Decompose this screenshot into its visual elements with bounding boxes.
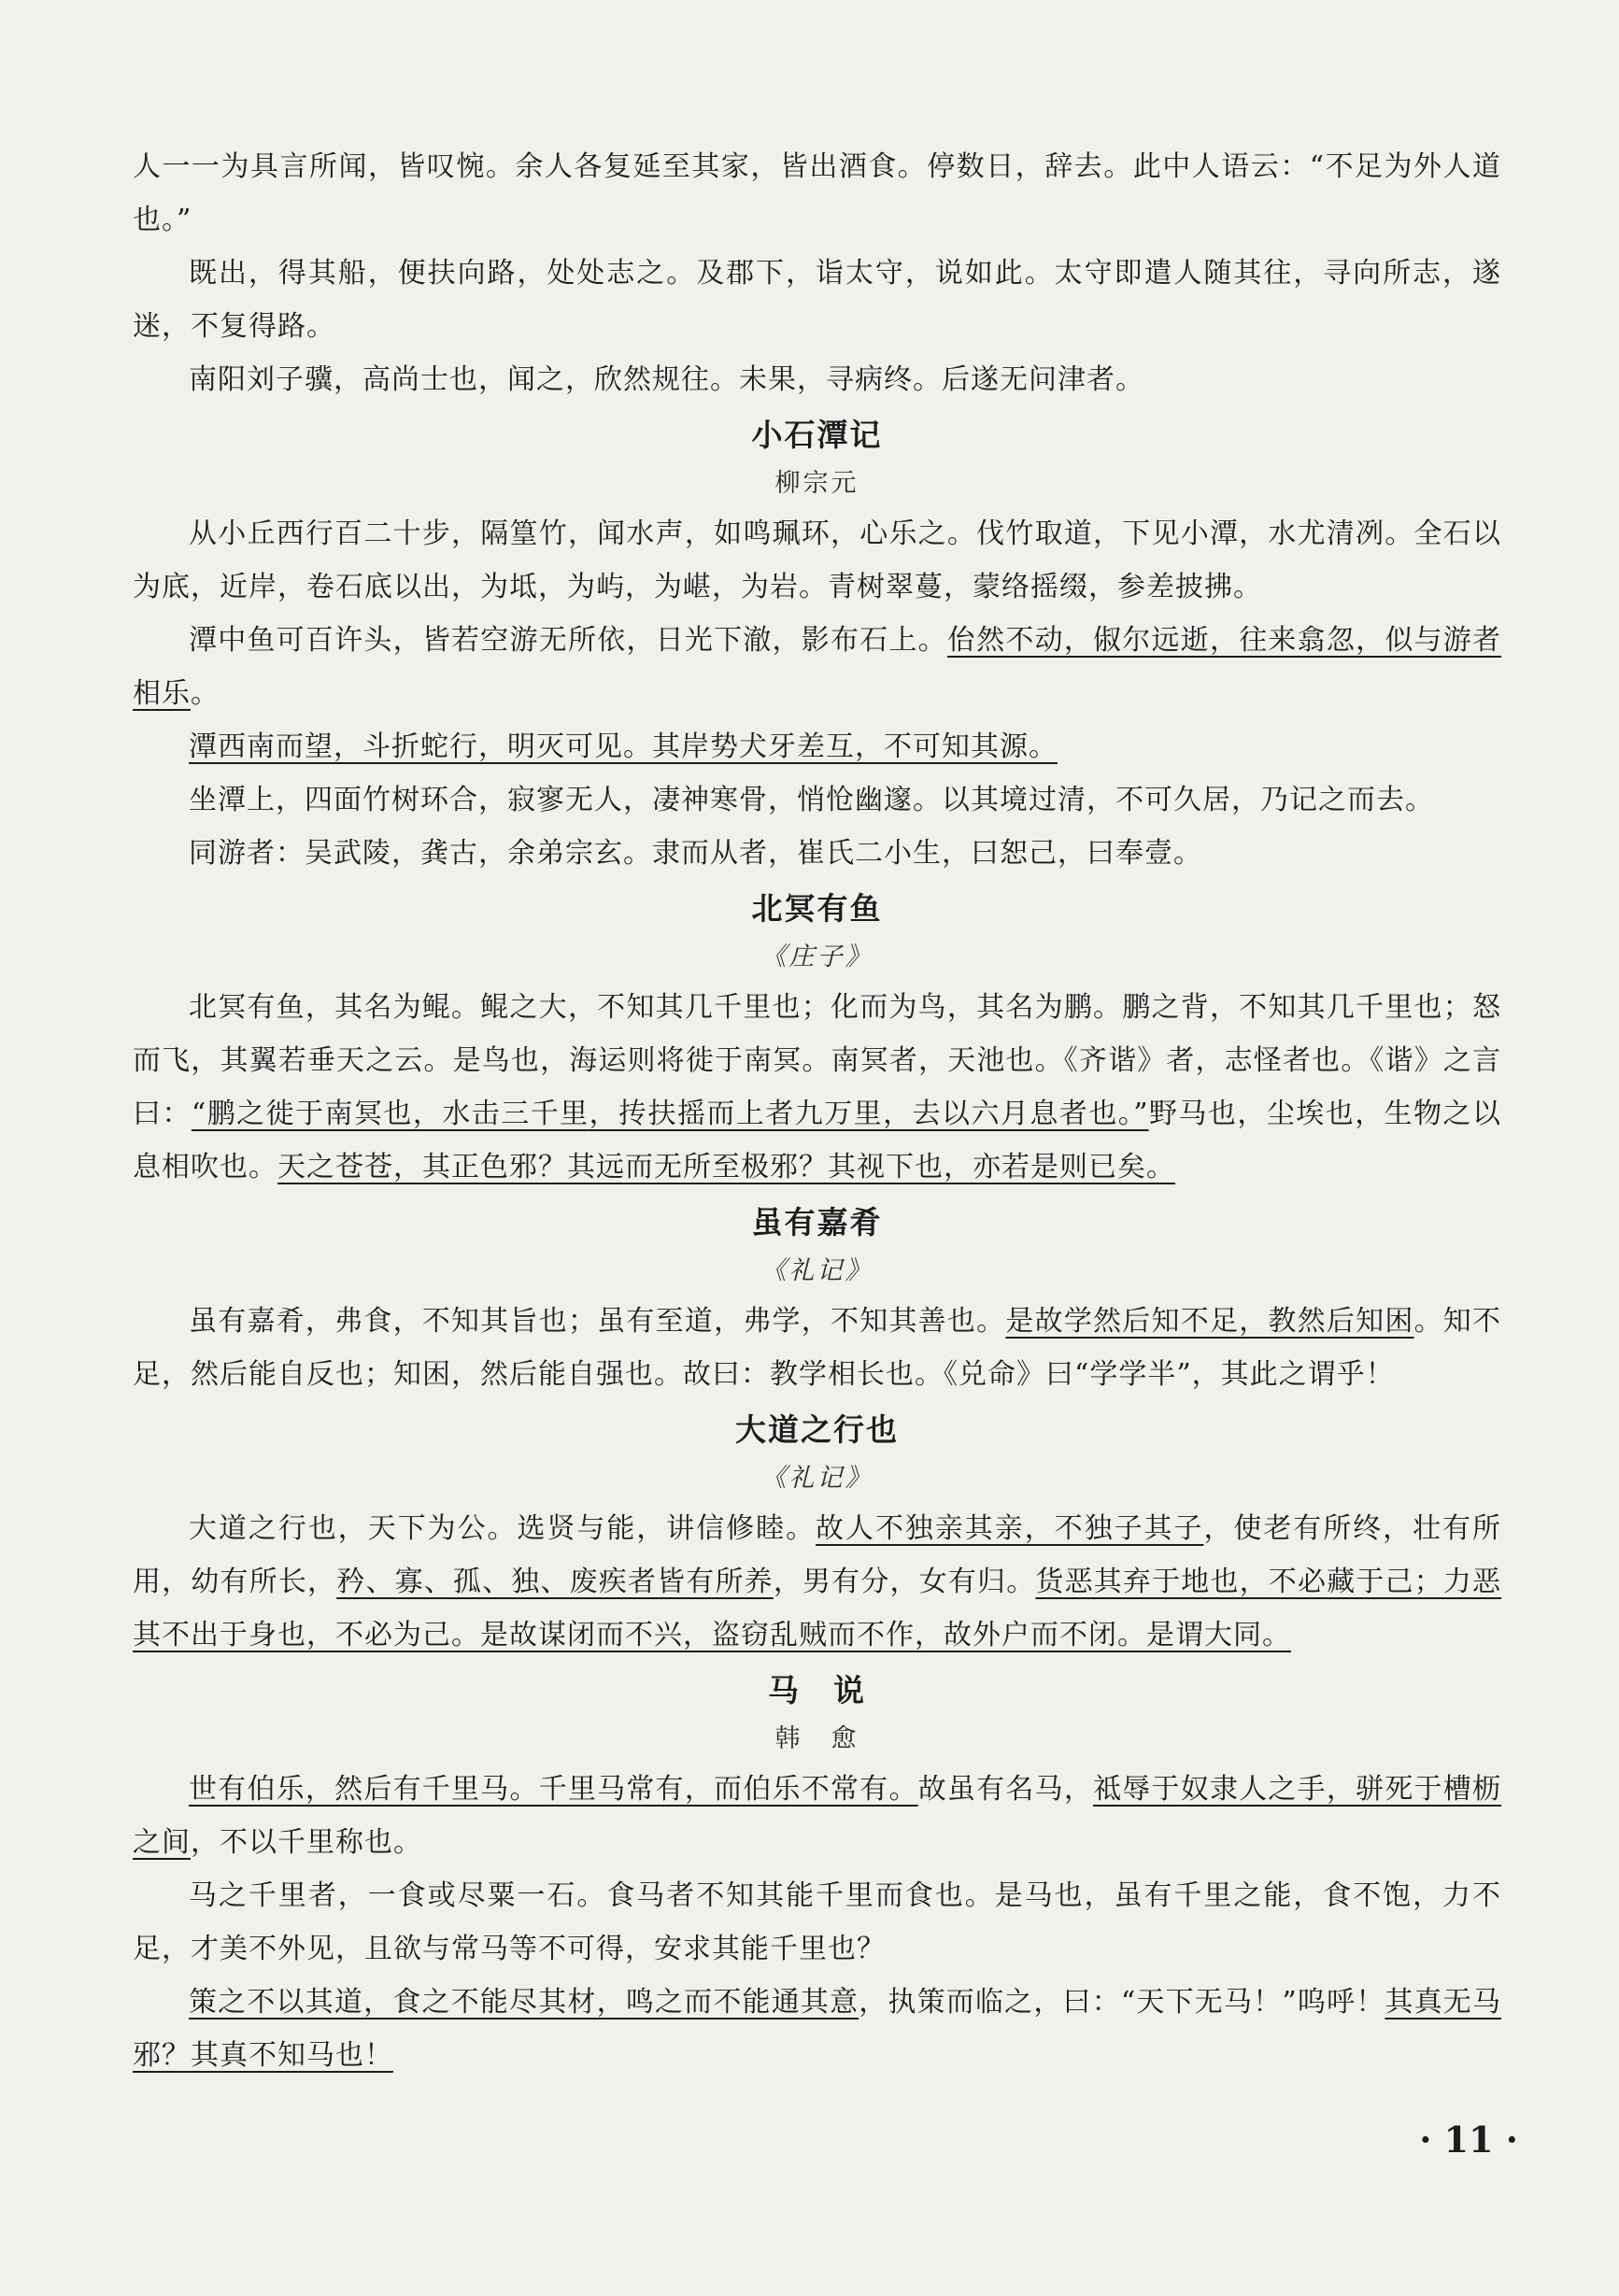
underlined-text: 故人不独亲其亲，不独子其子 bbox=[816, 1512, 1204, 1545]
section-title: 小石潭记 bbox=[751, 417, 883, 453]
paragraph bbox=[133, 981, 1501, 1194]
section-author: 柳宗元 bbox=[774, 469, 859, 498]
underlined-text: 是故学然后知不足，教然后知困 bbox=[1005, 1305, 1414, 1338]
underlined-text: 其真无马邪？其真不知马也！ bbox=[133, 1986, 1501, 2072]
paragraph bbox=[133, 140, 1501, 247]
paragraph bbox=[133, 353, 1501, 406]
underlined-text: 佁然不动，俶尔远逝，往来翕忽，似与游者相乐 bbox=[133, 624, 1502, 710]
text: 野马也，尘埃也，生物之以息相吹也。 bbox=[133, 1098, 1502, 1183]
text: 人一一为具言所闻，皆叹惋。余人各复延至其家，皆出酒食。停数日，辞去。此中人语云：“不足为外人道也。” bbox=[133, 150, 1501, 236]
text: ，执策而临之，曰：“天下无马！”呜呼！ bbox=[859, 1986, 1385, 2019]
underlined-text: 世有伯乐，然后有千里马。千里马常有，而伯乐不常有。 bbox=[189, 1773, 918, 1806]
section-author: 《庄子》 bbox=[760, 942, 873, 971]
text: ，使老有所终，壮有所用，幼有所长， bbox=[133, 1512, 1502, 1598]
underlined-text: 天之苍苍，其正色邪？其远而无所至极邪？其视下也，亦若是则已矣。 bbox=[277, 1151, 1175, 1183]
text: 坐潭上，四面竹树环合，寂寥无人，凄神寒骨，悄怆幽邃。以其境过清，不可久居，乃记之而去。 bbox=[189, 784, 1434, 816]
paragraph bbox=[133, 773, 1501, 827]
page-body bbox=[133, 140, 1501, 2082]
text: ，男有分，女有归。 bbox=[773, 1566, 1036, 1598]
underlined-text: 矜、寡、孤、独、废疾者皆有所养 bbox=[336, 1566, 774, 1598]
text: 潭中鱼可百许头，皆若空游无所依，日光下澈，影布石上。 bbox=[189, 624, 947, 657]
text: 虽有嘉肴，弗食，不知其旨也；虽有至道，弗学，不知其善也。 bbox=[189, 1305, 1006, 1338]
page-number: · 11 · bbox=[1419, 2119, 1518, 2161]
text: 北冥有鱼，其名为鲲。鲲之大，不知其几千里也；化而为鸟，其名为鹏。鹏之背，不知其几千里也；怒而飞，其翼若垂天之云。是鸟也，海运则将徙于南冥。南冥者，天池也。《齐谐》者，志怪者也。《谐》之言曰： bbox=[133, 991, 1501, 1130]
section-title: 虽有嘉肴 bbox=[751, 1204, 883, 1240]
underlined-text: “鹏之徙于南冥也，水击三千里，抟扶摇而上者九万里，去以六月息者也。” bbox=[191, 1098, 1149, 1130]
text: 。知不足，然后能自反也；知困，然后能自强也。故曰：教学相长也。《兑命》曰“学学半”，其此之谓乎！ bbox=[133, 1305, 1502, 1391]
paragraph bbox=[133, 614, 1501, 720]
paragraph bbox=[133, 720, 1501, 773]
text: 。 bbox=[191, 677, 220, 710]
paragraph bbox=[133, 827, 1501, 880]
underlined-text: 货恶其弃于地也，不必藏于己；力恶其不出于身也，不必为己。是故谋闭而不兴，盗窃乱贼而不作，故外户而不闭。是谓大同。 bbox=[133, 1566, 1502, 1651]
section-author: 韩 愈 bbox=[774, 1724, 859, 1753]
text: 马之千里者，一食或尽粟一石。食马者不知其能千里而食也。是马也，虽有千里之能，食不饱，力不足，才美不外见，且欲与常马等不可得，安求其能千里也？ bbox=[133, 1879, 1501, 1965]
text: ，不以千里称也。 bbox=[191, 1826, 422, 1859]
underlined-text: 祗辱于奴隶人之手，骈死于槽枥之间 bbox=[133, 1773, 1502, 1859]
text: 从小丘西行百二十步，隔篁竹，闻水声，如鸣珮环，心乐之。伐竹取道，下见小潭，水尤清冽。全石以为底，近岸，卷石底以出，为坻，为屿，为嵁，为岩。青树翠蔓，蒙络摇缀，参差披拂。 bbox=[133, 517, 1501, 603]
paragraph bbox=[133, 507, 1501, 614]
paragraph bbox=[133, 1502, 1501, 1662]
text: 既出，得其船，便扶向路，处处志之。及郡下，诣太守，说如此。太守即遣人随其往，寻向所志，遂迷，不复得路。 bbox=[133, 257, 1501, 343]
section-author: 《礼记》 bbox=[760, 1256, 873, 1285]
text: 故虽有名马， bbox=[917, 1773, 1094, 1806]
text: 大道之行也，天下为公。选贤与能，讲信修睦。 bbox=[189, 1512, 817, 1545]
underlined-text: 潭西南而望，斗折蛇行，明灭可见。其岸势犬牙差互，不可知其源。 bbox=[189, 730, 1058, 763]
paragraph bbox=[133, 247, 1501, 353]
underlined-text: 策之不以其道，食之不能尽其材，鸣之而不能通其意 bbox=[189, 1986, 859, 2019]
section-title: 马 说 bbox=[768, 1672, 866, 1708]
text: 南阳刘子骥，高尚士也，闻之，欣然规往。未果，寻病终。后遂无问津者。 bbox=[189, 363, 1144, 396]
paragraph bbox=[133, 1869, 1501, 1976]
paragraph bbox=[133, 1976, 1501, 2082]
paragraph bbox=[133, 1763, 1501, 1869]
text: 同游者：吴武陵，龚古，余弟宗玄。隶而从者，崔氏二小生，曰恕己，曰奉壹。 bbox=[189, 837, 1202, 870]
paragraph bbox=[133, 1295, 1501, 1401]
section-title: 大道之行也 bbox=[735, 1411, 899, 1448]
section-author: 《礼记》 bbox=[760, 1464, 873, 1493]
section-title: 北冥有鱼 bbox=[751, 890, 883, 927]
